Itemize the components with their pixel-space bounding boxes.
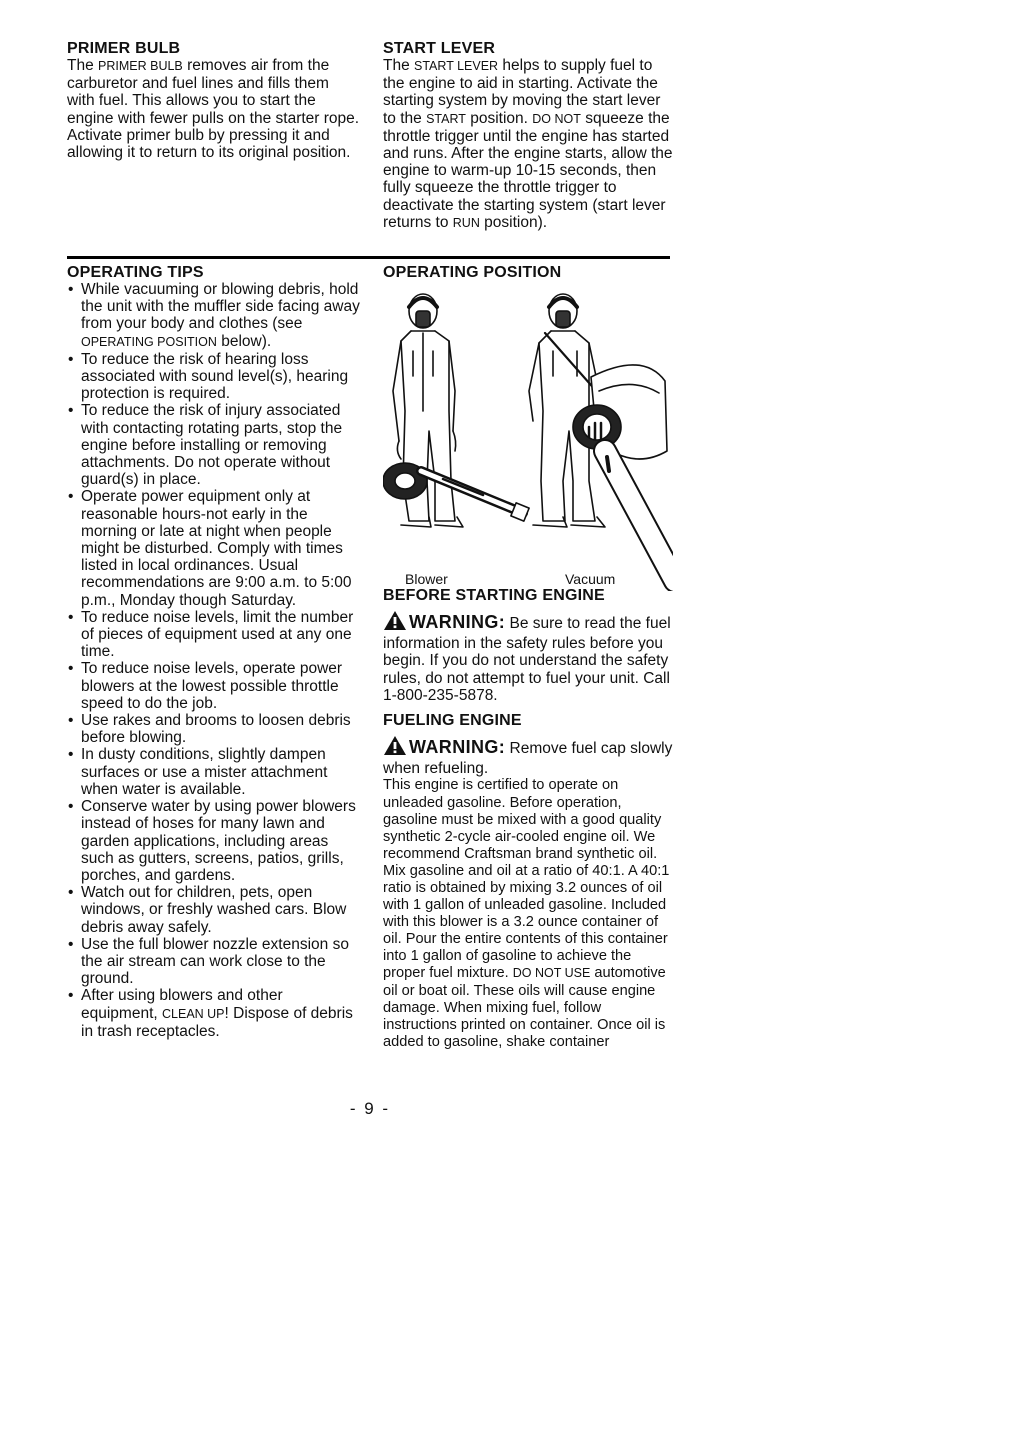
primer-bulb-heading: PRIMER BULB (67, 40, 181, 57)
right-column-lower (383, 264, 673, 1051)
operating-tips-section (67, 264, 360, 1040)
primer-bulb-text: The PRIMER BULB removes air from the carburetor and fuel lines and fills them with fuel. This allows you to start the engine with fewer pulls on the starter rope. Activate primer bulb by pressing it and allowing it to return to its original position. (67, 57, 360, 162)
list-item: • Conserve water by using power blowers instead of hoses for many lawn and garden applications, including areas such as gutters, screens, patios, grills, porches, and gardens. (67, 798, 360, 884)
list-item: • While vacuuming or blowing debris, hold the unit with the muffler side facing away from your body and clothes (see OPERATING POSITION below). (67, 281, 360, 351)
warning-triangle-icon (383, 735, 407, 760)
operating-tips-list (67, 281, 360, 1040)
list-item: • Use the full blower nozzle extension so the air stream can work close to the ground. (67, 936, 360, 988)
primer-bulb-section (67, 40, 360, 161)
operating-position-figure (383, 281, 673, 587)
operator-illustration (383, 281, 673, 591)
blower-unit-drawing (383, 463, 529, 521)
start-lever-text: The START LEVER helps to supply fuel to the engine to aid in starting. Activate the starting system by moving the start lever to the START position. DO NOT squeeze the throttle trigger until the engine has started and runs. After the engine starts, allow the engine to warm-up 10-15 seconds, then fully squeeze the throttle trigger to deactivate the starting system (start lever returns to RUN position). (383, 57, 673, 231)
caption-vacuum: Vacuum (565, 571, 616, 587)
before-starting-heading: BEFORE STARTING ENGINE (383, 587, 605, 604)
list-item: • Operate power equipment only at reasonable hours-not early in the morning or late at night when people might be disturbed. Comply with times listed in local ordinances. Usual recommendations are 9:00 a.m. to 5:00 p.m., Monday though Saturday. (67, 488, 360, 608)
start-lever-heading: START LEVER (383, 40, 496, 57)
list-item: • In dusty conditions, slightly dampen surfaces or use a mister attachment when water is available. (67, 746, 360, 798)
list-item: • Watch out for children, pets, open windows, or freshly washed cars. Blow debris away safely. (67, 884, 360, 936)
start-lever-section (383, 40, 673, 232)
page-number: - 9 - (349, 1099, 391, 1118)
list-item: • After using blowers and other equipment, CLEAN UP! Dispose of debris in trash receptacles. (67, 987, 360, 1040)
section-divider (67, 256, 670, 259)
fueling-body-text: This engine is certified to operate on unleaded gasoline. Before operation, gasoline must be mixed with a good quality synthetic 2-cycle air-cooled engine oil. We recommend Craftsman brand synthetic oil. Mix gasoline and oil at a ratio of 40:1. A 40:1 ratio is obtained by mixing 3.2 ounces of oil with 1 gallon of unleaded gasoline. Included with this blower is a 3.2 ounce container of oil. Pour the entire contents of this container into 1 gallon of gasoline to achieve the proper fuel mixture. DO NOT USE automotive oil or boat oil. These oils will cause engine damage. When mixing fuel, follow instructions printed on container. Once oil is added to gasoline, shake container (383, 777, 670, 1050)
vacuum-unit-drawing (573, 365, 673, 581)
list-item: • To reduce noise levels, limit the number of pieces of equipment used at any one time. (67, 609, 360, 661)
operating-position-heading: OPERATING POSITION (383, 264, 562, 281)
operating-tips-heading: OPERATING TIPS (67, 264, 204, 281)
list-item: • Use rakes and brooms to loosen debris before blowing. (67, 712, 360, 746)
fueling-warning: WARNING: Remove fuel cap slowly when refueling. (383, 737, 673, 778)
warning-triangle-icon (383, 610, 407, 635)
list-item: • To reduce the risk of hearing loss associated with sound level(s), hearing protection is required. (67, 351, 360, 403)
before-starting-warning: WARNING: Be sure to read the fuel information in the safety rules before you begin. If you do not understand the safety rules, do not attempt to fuel your unit. Call 1-800-235-5878. (383, 612, 671, 704)
list-item: • To reduce the risk of injury associated with contacting rotating parts, stop the engine before installing or removing attachments. Do not operate without guard(s) in place. (67, 402, 360, 488)
fueling-engine-heading: FUELING ENGINE (383, 712, 522, 730)
list-item: • To reduce noise levels, operate power blowers at the lowest possible throttle speed to do the job. (67, 660, 360, 712)
caption-blower: Blower (405, 571, 448, 587)
